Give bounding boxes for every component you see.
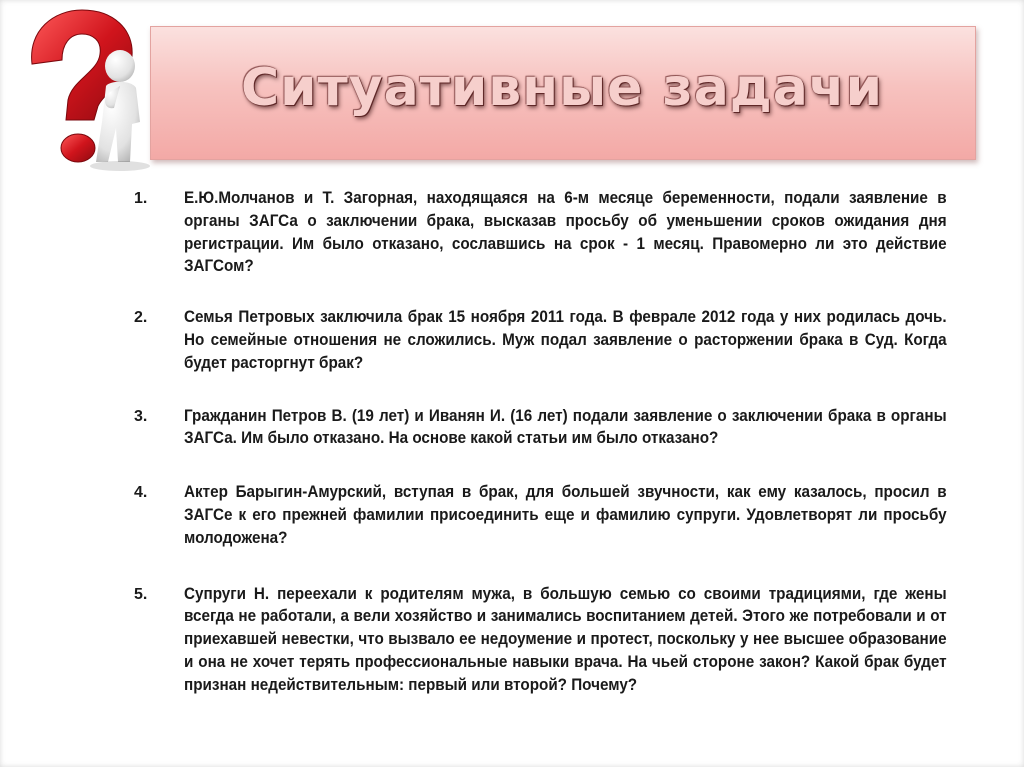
task-item-3 — [134, 405, 1004, 451]
task-item-2 — [134, 306, 1004, 374]
task-text: Гражданин Петров В. (19 лет) и Иванян И. (16 лет) подали заявление о заключении брака в органы ЗАГСа. Им было отказано. На основе какой статьи им было отказано? — [184, 406, 947, 448]
task-number: 4. — [134, 484, 148, 502]
task-number: 2. — [134, 309, 148, 327]
task-item-1 — [134, 187, 1004, 278]
task-text: Семья Петровых заключила брак 15 ноября 2011 года. В феврале 2012 года у них родилась дочь. Но семейные отношения не сложились. Муж подал заявление о расторжении брака в Суд. Когда будет расторгнут брак? — [184, 308, 947, 372]
task-number: 3. — [134, 407, 148, 425]
task-text: Супруги Н. переехали к родителям мужа, в большую семью со своими традициями, где жены всегда не работали, а вели хозяйство и занимались воспитанием детей. Этого же потребовали и от приехавшей невестки, что вызвало ее недоумение и протест, поскольку у нее высшее образование и она не хочет терять профессиональные навыки врача. На чьей стороне закон? Какой брак будет признан недействительным: первый или второй? Почему? — [184, 584, 947, 694]
slide-title: Ситуативные задачи — [240, 58, 884, 118]
task-list — [134, 187, 1004, 697]
task-text: Е.Ю.Молчанов и Т. Загорная, находящаяся на 6-м месяце беременности, подали заявление в органы ЗАГСа о заключении брака, высказав просьбу об уменьшении сроков ожидания дня регистрации. Им было отказано, сославшись на срок - 1 месяц. Правомерно ли это действие ЗАГСом? — [184, 189, 947, 276]
task-text: Актер Барыгин-Амурский, вступая в брак, для большей звучности, как ему казалось, просил в ЗАГСе к его прежней фамилии присоединить еще и фамилию супруги. Удовлетворят ли просьбу молодожена? — [184, 483, 947, 547]
task-item-4 — [134, 481, 1004, 549]
task-number: 1. — [134, 190, 148, 207]
task-number: 5. — [134, 585, 148, 603]
question-mark-figure-icon — [10, 2, 160, 174]
task-item-5 — [134, 583, 1004, 697]
